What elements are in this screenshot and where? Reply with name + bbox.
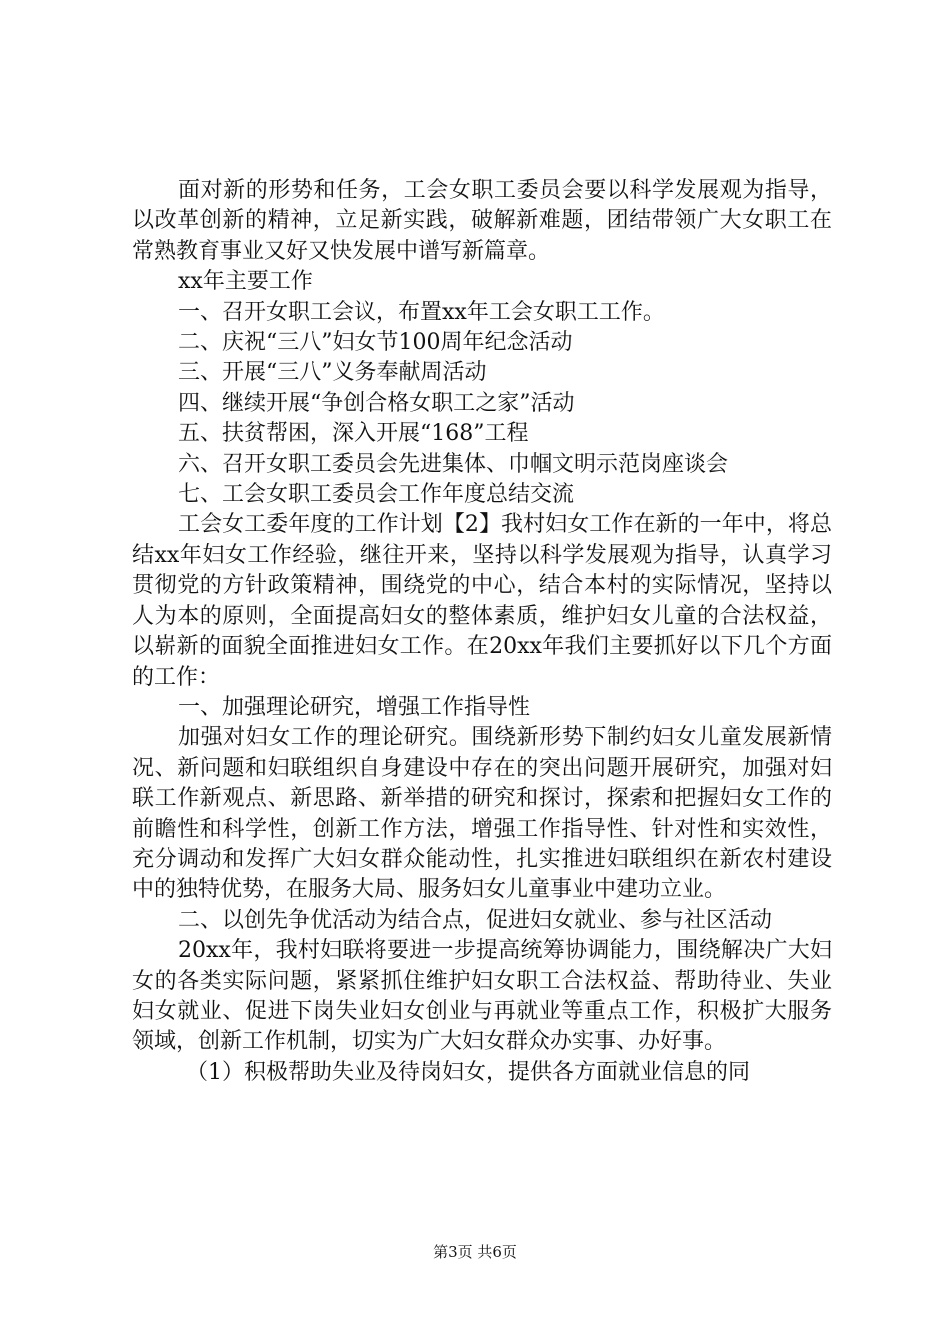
page-number: 第3页 共6页 <box>433 1243 517 1261</box>
list-item: 二、庆祝“三八”妇女节100周年纪念活动 <box>178 330 573 356</box>
section-heading-employment: 二、以创先争优活动为结合点，促进妇女就业、参与社区活动 <box>178 907 773 933</box>
list-item: 四、继续开展“争创合格女职工之家”活动 <box>178 390 575 416</box>
paragraph-item-1: （1）积极帮助失业及待岗妇女，提供各方面就业信息的同 <box>186 1059 750 1085</box>
list-item: 六、召开女职工委员会先进集体、巾帼文明示范岗座谈会 <box>178 451 729 477</box>
paragraph-intro: 面对新的形势和任务，工会女职工委员会要以科学发展观为指导，以改革创新的精神，立足新实践，破解新难题，团结带领广大女职工在常熟教育事业又好又快发展中谱写新篇章。 <box>132 178 832 264</box>
document-body <box>132 176 832 1088</box>
heading-main-work: xx年主要工作 <box>178 269 313 295</box>
list-item: 七、工会女职工委员会工作年度总结交流 <box>178 482 575 508</box>
list-item: 三、开展“三八”义务奉献周活动 <box>178 360 487 386</box>
section-heading-theory: 一、加强理论研究，增强工作指导性 <box>178 694 531 720</box>
paragraph-employment: 20xx年，我村妇联将要进一步提高统筹协调能力，围绕解决广大妇女的各类实际问题，紧紧抓住维护妇女职工合法权益、帮助待业、失业妇女就业、促进下岗失业妇女创业与再就业等重点工作，积极扩大服务领域，创新工作机制，切实为广大妇女群众办实事、办好事。 <box>132 938 832 1055</box>
list-item: 一、召开女职工会议，布置xx年工会女职工工作。 <box>178 299 665 325</box>
paragraph-theory: 加强对妇女工作的理论研究。围绕新形势下制约妇女儿童发展新情况、新问题和妇联组织自身建设中存在的突出问题开展研究，加强对妇联工作新观点、新思路、新举措的研究和探讨，探索和把握妇女工作的前瞻性和科学性，创新工作方法，增强工作指导性、针对性和实效性，充分调动和发挥广大妇女群众能动性，扎实推进妇联组织在新农村建设中的独特优势，在服务大局、服务妇女儿童事业中建功立业。 <box>132 725 832 903</box>
list-item: 五、扶贫帮困，深入开展“168”工程 <box>178 421 529 447</box>
paragraph-plan-2: 工会女工委年度的工作计划【2】我村妇女工作在新的一年中，将总结xx年妇女工作经验，继往开来，坚持以科学发展观为指导，认真学习贯彻党的方针政策精神，围绕党的中心，结合本村的实际情况，坚持以人为本的原则，全面提高妇女的整体素质，维护妇女儿童的合法权益，以崭新的面貌全面推进妇女工作。在20xx年我们主要抓好以下几个方面的工作： <box>132 512 832 690</box>
